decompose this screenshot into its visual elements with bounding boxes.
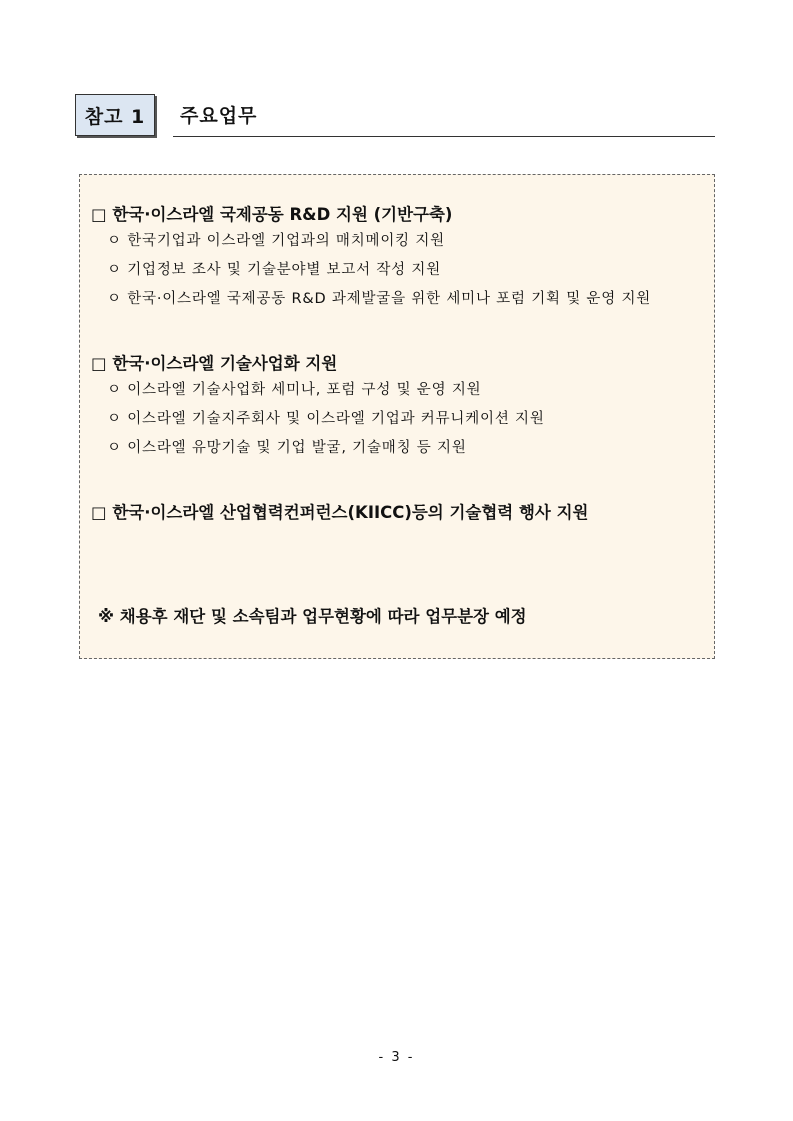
- section-rnd-support: [91, 203, 651, 314]
- page-title: 주요업무: [180, 105, 258, 127]
- list-item: ㅇ 한국기업과 이스라엘 기업과의 매치메이킹 지원: [107, 233, 445, 249]
- list-item: ㅇ 한국·이스라엘 국제공동 R&D 과제발굴을 위한 세미나 포럼 기획 및 운영 지원: [107, 291, 652, 307]
- page-number: - 3 -: [378, 1050, 415, 1065]
- list-item: ㅇ 기업정보 조사 및 기술분야별 보고서 작성 지원: [107, 262, 442, 278]
- section-conference: [91, 501, 588, 525]
- list-item: ㅇ 이스라엘 기술사업화 세미나, 포럼 구성 및 운영 지원: [107, 382, 482, 398]
- section-commercialization: [91, 352, 545, 463]
- list-item: ㅇ 이스라엘 기술지주회사 및 이스라엘 기업과 커뮤니케이션 지원: [107, 411, 545, 427]
- section-heading: □ 한국·이스라엘 국제공동 R&D 지원 (기반구축): [91, 205, 453, 224]
- reference-tag: 참고 1: [75, 94, 155, 136]
- duties-box: [79, 174, 715, 659]
- assignment-note: ※ 채용후 재단 및 소속팀과 업무현황에 따라 업무분장 예정: [98, 607, 527, 626]
- title-underline: [173, 136, 715, 137]
- section-heading: □ 한국·이스라엘 산업협력컨퍼런스(KIICC)등의 기술협력 행사 지원: [91, 503, 589, 522]
- section-heading: □ 한국·이스라엘 기술사업화 지원: [91, 354, 338, 373]
- list-item: ㅇ 이스라엘 유망기술 및 기업 발굴, 기술매칭 등 지원: [107, 440, 467, 456]
